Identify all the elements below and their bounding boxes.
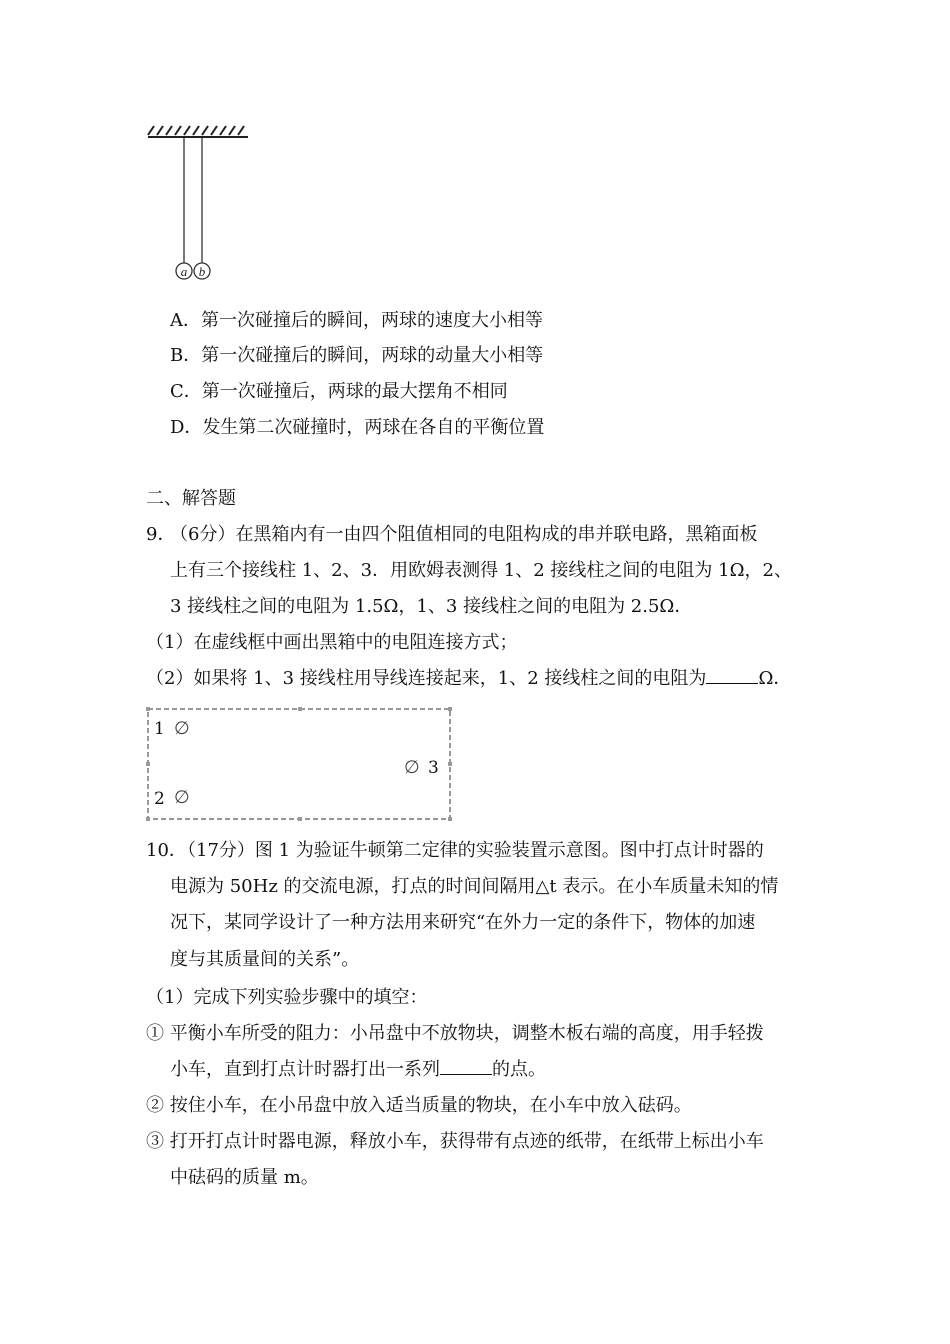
q10-line-3: 况下，某同学设计了一种方法用来研究“在外力一定的条件下，物体的加速 <box>170 912 756 933</box>
terminal-1-label: 1 <box>154 719 165 739</box>
terminal-1-icon: ∅ <box>174 718 190 739</box>
option-d <box>170 416 544 440</box>
option-b <box>170 344 543 368</box>
option-text: 第一次碰撞后的瞬间，两球的动量大小相等 <box>201 345 544 366</box>
q10-line-4: 度与其质量间的关系”。 <box>170 949 360 970</box>
terminal-2-label: 2 <box>154 789 165 809</box>
q9-line-1: （6分）在黑箱内有一由四个阻值相同的电阻构成的串并联电路，黑箱面板 <box>170 524 758 545</box>
q10-step-2: ② 按住小车，在小吊盘中放入适当质量的物块，在小车中放入砝码。 <box>146 1095 692 1116</box>
q9-part-1: （1）在虚线框中画出黑箱中的电阻连接方式； <box>146 632 518 653</box>
q10-step-3-line-2: 中砝码的质量 m。 <box>170 1167 319 1188</box>
option-letter: A． <box>170 310 201 331</box>
terminal-2-icon: ∅ <box>174 787 190 808</box>
q10-step-3-line-1: ③ 打开打点计时器电源，释放小车，获得带有点迹的纸带，在纸带上标出小车 <box>146 1131 764 1152</box>
option-c <box>170 380 508 404</box>
option-text: 第一次碰撞后，两球的最大摆角不相同 <box>201 381 508 402</box>
option-letter: B． <box>170 345 202 366</box>
q10-step-1-tail: 的点。 <box>492 1059 546 1080</box>
option-a <box>170 309 543 333</box>
section-title: 二、解答题 <box>146 488 236 509</box>
answer-blank[interactable] <box>440 1074 492 1075</box>
ball-a-label: a <box>180 264 188 279</box>
q10-step-1-line-2 <box>170 1058 546 1082</box>
q10-line-1: （17分）图 1 为验证牛顿第二定律的实验装置示意图。图中打点计时器的 <box>178 840 764 861</box>
option-text: 第一次碰撞后的瞬间，两球的速度大小相等 <box>201 310 543 331</box>
q9-line-2: 上有三个接线柱 1、2、3．用欧姆表测得 1、2 接线柱之间的电阻为 1Ω，2、 <box>170 560 792 581</box>
terminal-3-label: 3 <box>428 758 439 778</box>
q10-step-1-line-1: ① 平衡小车所受的阻力：小吊盘中不放物块，调整木板右端的高度，用手轻拨 <box>146 1023 764 1044</box>
q9-part-2-unit: Ω． <box>758 668 792 689</box>
q10-step-1-text: 小车，直到打点计时器打出一系列 <box>170 1059 440 1080</box>
q9-number: 9． <box>146 524 176 545</box>
terminal-3-icon: ∅ <box>404 757 420 778</box>
q9-line-3: 3 接线柱之间的电阻为 1.5Ω，1、3 接线柱之间的电阻为 2.5Ω． <box>170 596 693 617</box>
answer-blank[interactable] <box>706 683 758 684</box>
ceiling-hatch <box>148 126 248 137</box>
pendulum-figure <box>140 120 260 290</box>
option-text: 发生第二次碰撞时，两球在各自的平衡位置 <box>202 417 545 438</box>
q10-part-1: （1）完成下列实验步骤中的填空： <box>146 987 428 1008</box>
q10-line-2: 电源为 50Hz 的交流电源，打点的时间间隔用△t 表示。在小车质量未知的情 <box>170 876 779 897</box>
q9-part-2-text: （2）如果将 1、3 接线柱用导线连接起来，1、2 接线柱之间的电阻为 <box>146 668 707 689</box>
q9-part-2 <box>146 667 791 691</box>
option-letter: D． <box>170 417 203 438</box>
q10-number: 10． <box>146 840 187 861</box>
ball-b-label: b <box>198 264 206 279</box>
option-letter: C． <box>170 381 202 402</box>
black-box-frame <box>146 707 450 819</box>
